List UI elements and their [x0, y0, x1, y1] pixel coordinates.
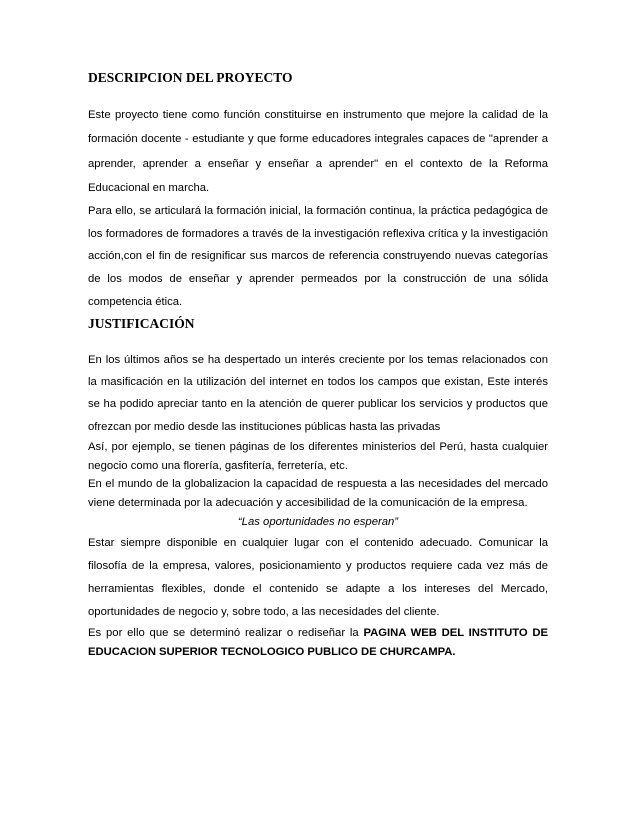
justificacion-paragraph-4: Estar siempre disponible en cualquier lugar con el contenido adecuado. Comunicar la filosofía de la empresa, valores, posicionamiento y productos requiere cada vez más de herramientas flexibles, donde el contenido se adapte a los intereses del Mercado, oportunidades de negocio y, sobre todo, a las necesidades del cliente.: [88, 536, 548, 618]
descripcion-paragraph-1: Este proyecto tiene como función constituirse en instrumento que mejore la calidad de la formación docente - estudiante y que forme educadores integrales capaces de "aprender a aprender, aprender a enseñar y enseñar a aprender" en el contexto de la Reforma Educacional en marcha.: [88, 109, 548, 194]
justificacion-paragraph-2: Así, por ejemplo, se tienen páginas de los diferentes ministerios del Perú, hasta cualquier negocio como una florería, gasfitería, ferretería, etc.: [88, 440, 548, 472]
justificacion-paragraph-5: [88, 624, 548, 662]
justificacion-quote: “Las oportunidades no esperan”: [237, 516, 399, 528]
institute-name: PAGINA WEB DEL INSTITUTO DE EDUCACION SUPERIOR TECNOLOGICO PUBLICO DE CHURCAMPA.: [88, 626, 548, 658]
descripcion-paragraph-2: Para ello, se articulará la formación inicial, la formación continua, la práctica pedagógica de los formadores de formadores a través de la investigación reflexiva crítica y la investigación acción,con el fin de resignificar sus marcos de referencia construyendo nuevas categorías de los modos de enseñar y aprender permeados por la construcción de una sólida competencia ética.: [88, 205, 548, 308]
justificacion-paragraph-1: En los últimos años se ha despertado un interés creciente por los temas relacionados con la masificación en la utilización del internet en todos los campos que existan, Este interés se ha podido apreciar tanto en la atención de querer publicar los servicios y productos que ofrezcan por medio desde las instituciones públicas hasta las privadas: [88, 354, 548, 433]
section-heading-descripcion: DESCRIPCION DEL PROYECTO: [88, 70, 293, 85]
justificacion-paragraph-3: En el mundo de la globalizacion la capacidad de respuesta a las necesidades del mercado viene determinada por la adecuación y accesibilidad de la comunicación de la empresa.: [88, 478, 548, 510]
section-heading-justificacion: JUSTIFICACIÓN: [88, 316, 195, 331]
justificacion-paragraph-5-text: Es por ello que se determinó realizar o rediseñar la: [88, 626, 364, 639]
justificacion-body: [88, 349, 548, 661]
